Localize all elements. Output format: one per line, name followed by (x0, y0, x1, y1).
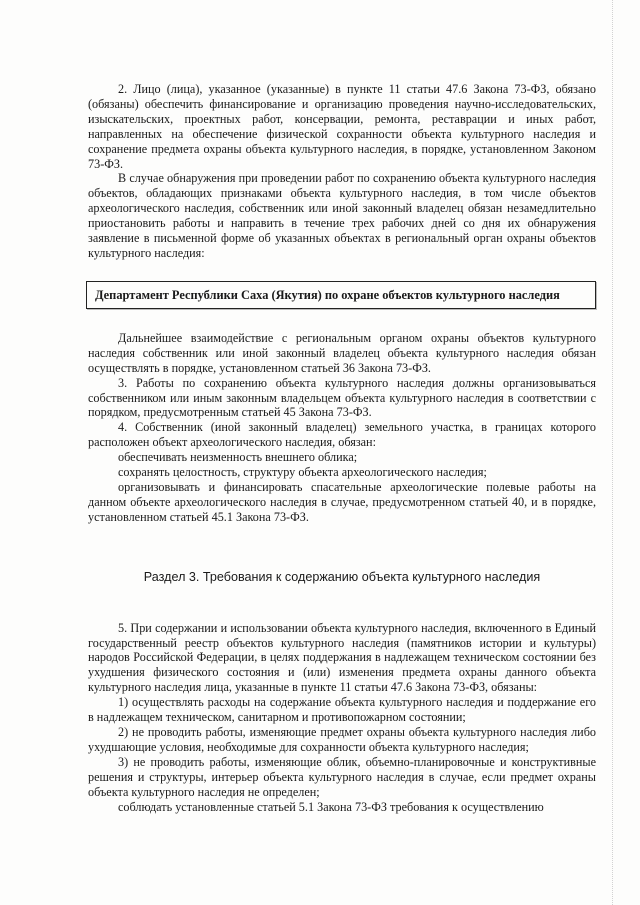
paragraph-5-last: соблюдать установленные статьей 5.1 Закона 73-ФЗ требования к осуществлению (118, 799, 544, 814)
paragraph-4c: организовывать и финансировать спасательные археологические полевые работы на данном объекте археологического наследия в случае, предусмотренном статьей 40, и в порядке, установленном статьей 45.1 Закона 73-ФЗ. (88, 479, 596, 524)
paragraph-discovery: В случае обнаружения при проведении работ по сохранению объекта культурного наследия объектов, обладающих признаками объекта культурного наследия, в том числе объектов археологического наследия, собственник или иной законный владелец обязан незамедлительно приостановить работы и направить в течение трех рабочих дней со дня их обнаружения заявление в письменной форме об указанных объектах в региональный орган охраны объектов культурного наследия: (88, 171, 596, 260)
paragraph-4a: обеспечивать неизменность внешнего облика; (118, 450, 358, 465)
paragraph-2: 2. Лицо (лица), указанное (указанные) в пункте 11 статьи 47.6 Закона 73-ФЗ, обязано (обязаны) обеспечить финансирование и организацию проведения научно-исследовательских, изыскательских, проектных работ, консервации, ремонта, реставрации и иных работ, направленных на обеспечение физической сохранности объекта культурного наследия и сохранение предмета охраны объекта культурного наследия, в порядке, установленном Законом 73-ФЗ. (88, 82, 596, 171)
paragraph-5: 5. При содержании и использовании объекта культурного наследия, включенного в Единый государственный реестр объектов культурного наследия (памятников истории и культуры) народов Российской Федерации, в целях поддержания в надлежащем техническом состоянии без ухудшения физического состояния и (или) изменения предмета охраны данного объекта культурного наследия лица, указанные в пункте 11 статьи 47.6 Закона 73-ФЗ, обязаны: (88, 620, 596, 695)
paragraph-interaction: Дальнейшее взаимодействие с региональным органом охраны объектов культурного наследия собственник или иной законный владелец объекта культурного наследия обязан осуществлять в порядке, установленном статьей 36 Закона 73-ФЗ. (88, 330, 596, 375)
paragraph-5-2: 2) не проводить работы, изменяющие предмет охраны объекта культурного наследия либо ухудшающие условия, необходимые для сохранности объекта культурного наследия; (88, 725, 596, 754)
department-box: Департамент Республики Саха (Якутия) по охране объектов культурного наследия (86, 281, 596, 309)
section-title: Раздел 3. Требования к содержанию объекта культурного наследия (143, 569, 541, 584)
paragraph-5-1: 1) осуществлять расходы на содержание объекта культурного наследия и поддержание его в надлежащем техническом, санитарном и противопожарном состоянии; (88, 695, 596, 725)
page-fold-line (612, 0, 614, 905)
paragraph-4b: сохранять целостность, структуру объекта археологического наследия; (118, 465, 487, 480)
document-body (88, 82, 596, 814)
paragraph-3: 3. Работы по сохранению объекта культурного наследия должны организовываться собственником или иным законным владельцем объекта культурного наследия в соответствии с порядком, предусмотренным статьей 45 Закона 73-ФЗ. (88, 375, 596, 420)
paragraph-5-3: 3) не проводить работы, изменяющие облик, объемно-планировочные и конструктивные решения и структуры, интерьер объекта культурного наследия в случае, если предмет охраны объекта культурного наследия не определен; (88, 754, 596, 799)
paragraph-4: 4. Собственник (иной законный владелец) земельного участка, в границах которого расположен объект археологического наследия, обязан: (88, 420, 596, 450)
